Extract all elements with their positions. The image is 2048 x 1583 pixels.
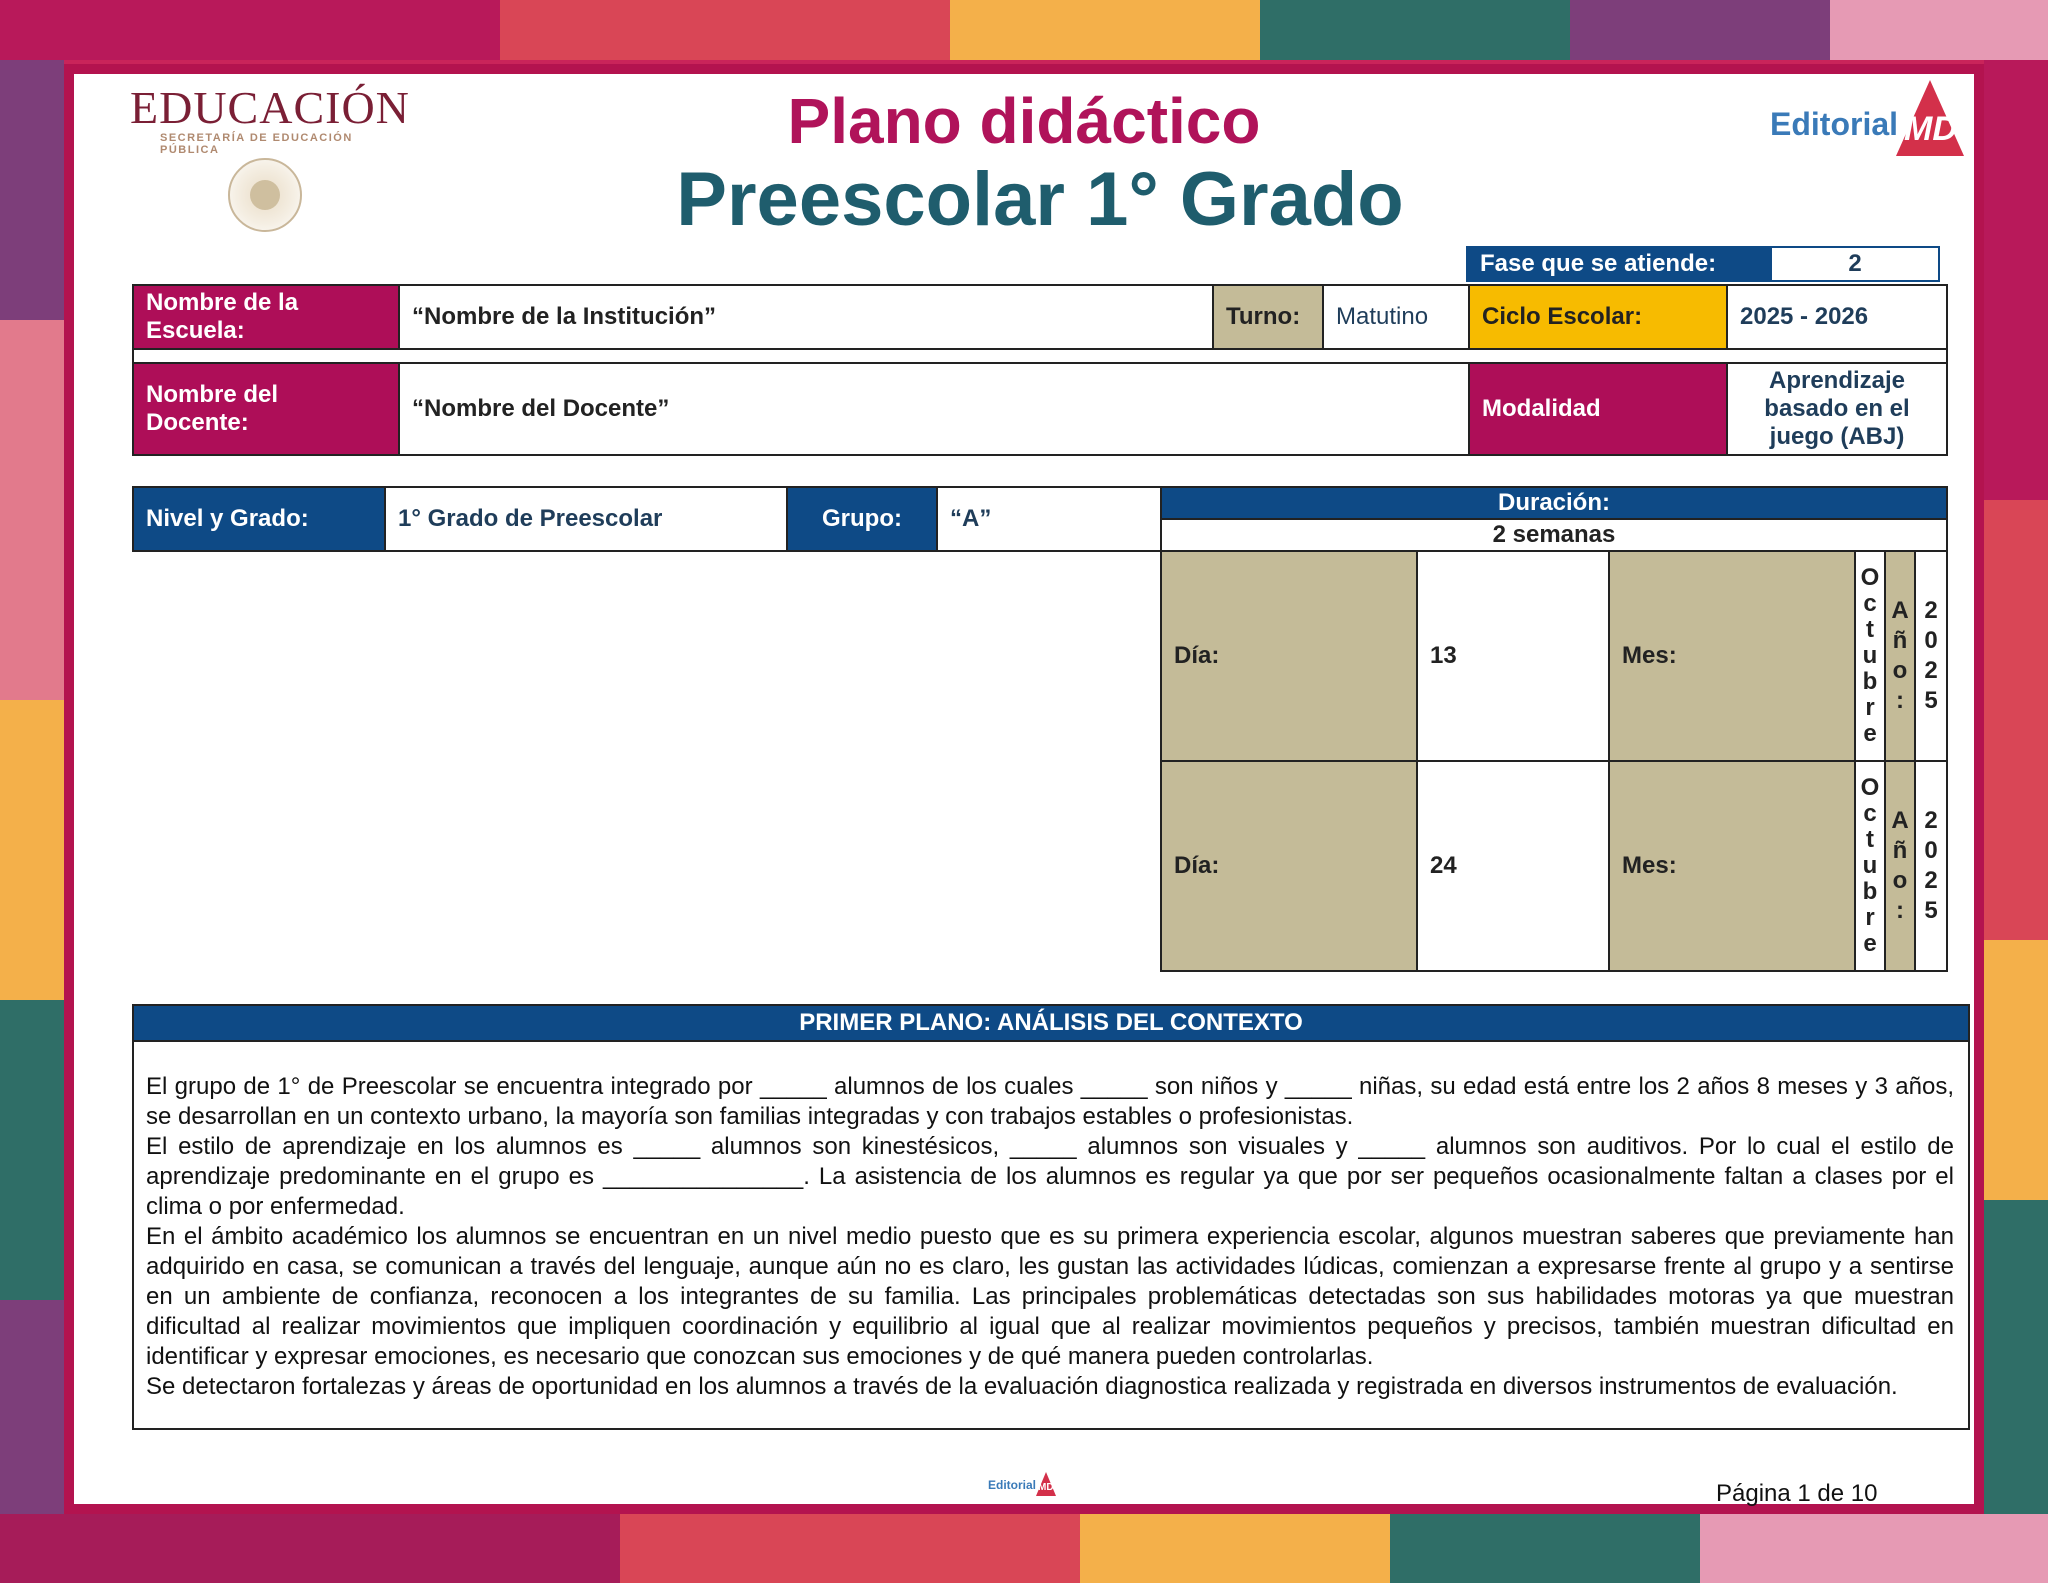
background-block: [620, 1514, 1080, 1583]
docente-label: Nombre del Docente:: [132, 362, 400, 456]
document-subtitle: Preescolar 1° Grado: [676, 157, 1404, 242]
fase-label: Fase que se atiende:: [1466, 246, 1772, 282]
vertical-char: t: [1865, 616, 1874, 643]
escuela-value: “Nombre de la Institución”: [398, 284, 1214, 350]
background-block: [1830, 0, 2048, 60]
anio-label: [1884, 550, 1916, 762]
background-block: [0, 1514, 620, 1583]
duracion-label: Duración:: [1160, 486, 1948, 520]
vertical-char: e: [1863, 720, 1877, 747]
footer-logo: [988, 1472, 1058, 1496]
vertical-char: b: [1862, 878, 1878, 905]
background-block: [1260, 0, 1570, 60]
editorial-md-logo: [1770, 80, 1970, 160]
vertical-char: :: [1896, 687, 1904, 714]
vertical-char: 2: [1924, 807, 1938, 834]
mes-label: Mes:: [1608, 760, 1856, 972]
section-title: PRIMER PLANO: ANÁLISIS DEL CONTEXTO: [132, 1004, 1970, 1042]
vertical-char: c: [1863, 800, 1877, 827]
background-block: [0, 700, 64, 1000]
vertical-char: 2: [1924, 657, 1938, 684]
document-title: Plano didáctico: [787, 85, 1261, 157]
turno-label: Turno:: [1212, 284, 1324, 350]
footer-logo-word: Editorial: [988, 1478, 1037, 1492]
anio-value: [1914, 550, 1948, 762]
background-block: [1984, 500, 2048, 940]
background-block: [0, 0, 500, 60]
nivel-value: 1° Grado de Preescolar: [384, 486, 788, 552]
vertical-char: o: [1892, 867, 1908, 894]
background-block: [1570, 0, 1830, 60]
ciclo-label: Ciclo Escolar:: [1468, 284, 1728, 350]
fase-value: 2: [1770, 246, 1940, 282]
grupo-label: Grupo:: [786, 486, 938, 552]
escuela-label: Nombre de la Escuela:: [132, 284, 400, 350]
nivel-label: Nivel y Grado:: [132, 486, 386, 552]
dia-value: 24: [1416, 760, 1610, 972]
dia-label: Día:: [1160, 760, 1418, 972]
anio-value: [1914, 760, 1948, 972]
background-block: [1700, 1514, 2048, 1583]
vertical-char: 2: [1924, 597, 1938, 624]
vertical-char: O: [1860, 564, 1880, 591]
context-paragraph: En el ámbito académico los alumnos se encuentran en un nivel medio puesto que es su primera experiencia escolar, algunos muestran saberes que previamente han adquirido en casa, se comunican a través del lenguaje, aunque aún no es claro, les gustan las actividades lúdicas, comienzan a expresarse frente al grupo y a sentirse en un ambiente de confianza, reconocen a los integrantes de su familia. Las principales problemáticas detectadas son sus habilidades motoras ya que muestran dificultad al realizar movimientos que impliquen coordinación y equilibrio al igual que al realizar movimientos pequeños y precisos, también muestran dificultad en identificar y expresar emociones, es necesario que conozcan sus emociones y de qué manera pueden controlarlas.: [146, 1223, 1954, 1370]
duracion-value: 2 semanas: [1160, 518, 1948, 552]
modalidad-label: Modalidad: [1468, 362, 1728, 456]
footer-logo-mark: MD: [1038, 1482, 1054, 1493]
background-block: [500, 0, 950, 60]
modalidad-value: Aprendizaje basado en el juego (ABJ): [1726, 362, 1948, 456]
vertical-char: 5: [1924, 897, 1938, 924]
context-paragraph: El grupo de 1° de Preescolar se encuentra integrado por _____ alumnos de los cuales _____ son niños y _____ niñas, su edad está entre los 2 años 8 meses y 3 años, se desarrollan en un contexto urbano, la mayoría son familias integradas y con trabajos estables o profesionistas.: [146, 1073, 1954, 1130]
vertical-char: A: [1891, 807, 1909, 834]
publisher-mark: MD: [1904, 110, 1957, 148]
background-block: [0, 320, 64, 700]
context-paragraph: El estilo de aprendizaje en los alumnos es _____ alumnos son kinestésicos, _____ alumnos son visuales y _____ alumnos son auditivos. Por lo cual el estilo de aprendizaje predominante en el grupo es _______________. La asistencia de los alumnos es regular ya que por ser pequeños ocasionalmente faltan a clases por el clima o por enfermedad.: [146, 1133, 1954, 1220]
vertical-char: 0: [1924, 837, 1938, 864]
sep-logo-word: EDUCACIÓN: [130, 82, 410, 133]
ciclo-value: 2025 - 2026: [1726, 284, 1948, 350]
vertical-char: r: [1865, 694, 1875, 721]
vertical-char: t: [1865, 826, 1874, 853]
sep-logo-subtitle: SECRETARÍA DE EDUCACIÓN PÚBLICA: [160, 132, 353, 156]
vertical-char: A: [1891, 597, 1909, 624]
dia-value: 13: [1416, 550, 1610, 762]
vertical-char: c: [1863, 590, 1877, 617]
background-block: [0, 1000, 64, 1300]
background-block: [1390, 1514, 1700, 1583]
grupo-value: “A”: [936, 486, 1162, 552]
vertical-char: u: [1862, 642, 1878, 669]
background-block: [1984, 940, 2048, 1200]
context-paragraph: Se detectaron fortalezas y áreas de oportunidad en los alumnos a través de la evaluación diagnostica realizada y registrada en diversos instrumentos de evaluación.: [146, 1373, 1898, 1400]
mes-label: Mes:: [1608, 550, 1856, 762]
docente-value: “Nombre del Docente”: [398, 362, 1470, 456]
vertical-char: ñ: [1892, 627, 1908, 654]
mes-value: [1854, 550, 1886, 762]
vertical-char: O: [1860, 774, 1880, 801]
context-text: [146, 1072, 1954, 1402]
vertical-char: 5: [1924, 687, 1938, 714]
publisher-word: Editorial: [1770, 106, 1899, 142]
background-block: [1080, 1514, 1390, 1583]
background-block: [950, 0, 1260, 60]
vertical-char: :: [1896, 897, 1904, 924]
vertical-char: u: [1862, 852, 1878, 879]
vertical-char: e: [1863, 930, 1877, 957]
vertical-char: o: [1892, 657, 1908, 684]
mes-value: [1854, 760, 1886, 972]
vertical-char: 2: [1924, 867, 1938, 894]
turno-value: Matutino: [1322, 284, 1470, 350]
page-number: Página 1 de 10: [1716, 1480, 1878, 1507]
anio-label: [1884, 760, 1916, 972]
dia-label: Día:: [1160, 550, 1418, 762]
vertical-char: ñ: [1892, 837, 1908, 864]
vertical-char: b: [1862, 668, 1878, 695]
vertical-char: r: [1865, 904, 1875, 931]
vertical-char: 0: [1924, 627, 1938, 654]
